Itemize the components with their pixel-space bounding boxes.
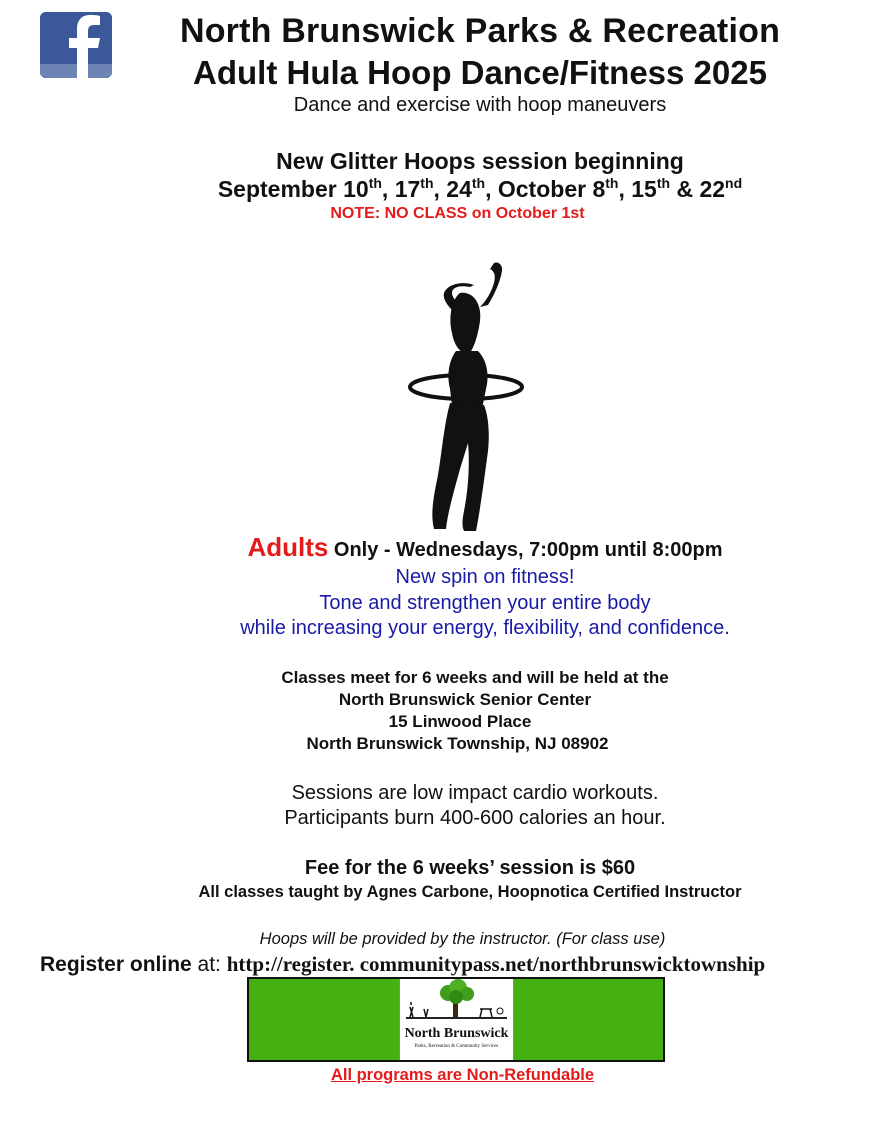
instructor-line: All classes taught by Agnes Carbone, Hoopnotica Certified Instructor [198,883,742,901]
register-label: Register online [40,953,192,976]
logo-tagline: Parks, Recreation & Community Services [414,1044,499,1049]
location-venue: North Brunswick Senior Center [338,690,592,709]
session-heading: New Glitter Hoops session beginning [276,148,684,174]
register-line: Register online at: http://register. communitypass.net/northbrunswicktownship [40,952,766,976]
logo-name: North Brunswick [404,1026,509,1041]
location-intro: Classes meet for 6 weeks and will be held at the [281,668,669,687]
hoops-note: Hoops will be provided by the instructor. (For class use) [259,930,666,948]
no-class-note: NOTE: NO CLASS on October 1st [330,205,585,222]
session-dates: September 10th, 17th, 24th, October 8th, 15th & 22nd [217,175,743,202]
adults-word: Adults [247,532,329,562]
register-link[interactable]: http://register. communitypass.net/northbrunswicktownship [226,952,766,976]
benefit-line-1: New spin on fitness! [395,566,575,588]
hula-hoop-dancer-image [390,255,550,535]
program-title: Adult Hula Hoop Dance/Fitness 2025 [193,54,767,91]
fee-line: Fee for the 6 weeks’ session is $60 [304,857,636,879]
impact-line-1: Sessions are low impact cardio workouts. [291,782,659,804]
location-city: North Brunswick Township, NJ 08902 [306,734,609,753]
tree-icon [400,979,513,1025]
program-subtitle: Dance and exercise with hoop maneuvers [293,94,667,116]
benefit-line-2: Tone and strengthen your entire body [319,592,651,614]
schedule-line [100,532,870,563]
location-street: 15 Linwood Place [388,712,532,731]
benefit-line-3: while increasing your energy, flexibility, and confidence. [240,617,730,639]
north-brunswick-logo[interactable] [399,979,514,1060]
impact-line-2: Participants burn 400-600 calories an hour. [284,807,666,829]
schedule-time: Only - Wednesdays, 7:00pm until 8:00pm [328,539,723,561]
page-title: North Brunswick Parks & Recreation [179,12,781,50]
refund-note: All programs are Non-Refundable [330,1066,595,1084]
